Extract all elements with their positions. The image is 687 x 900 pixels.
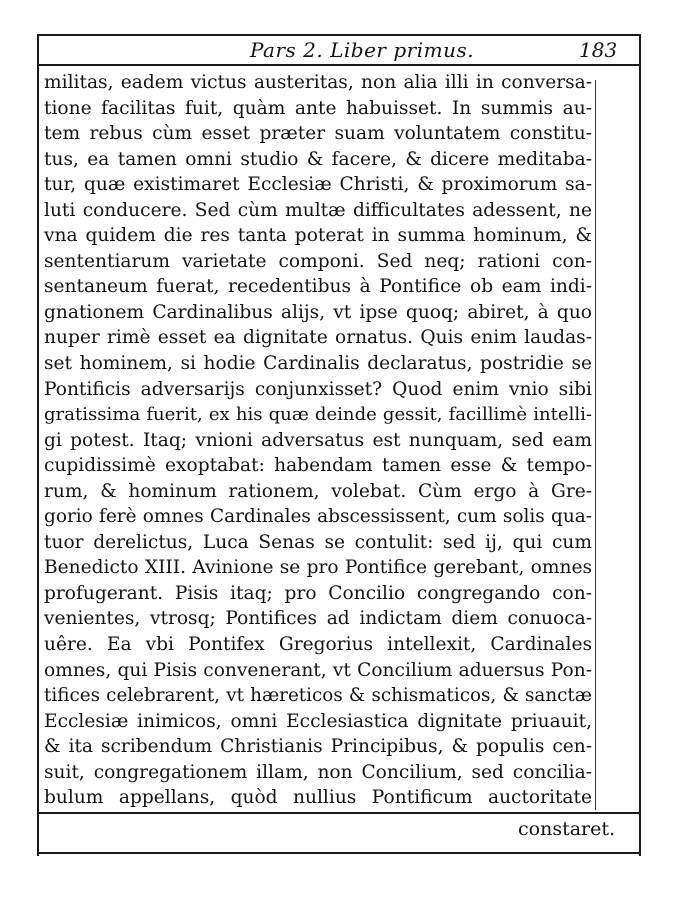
left-rule — [37, 34, 39, 856]
text-bottom-rule — [37, 812, 641, 814]
text-line: cupidissimè exoptabat: habendam tamen esse & tempo- — [44, 455, 592, 477]
text-line: sententiarum varietate componi. Sed neq; rationi con- — [44, 250, 592, 272]
text-line: set hominem, si hodie Cardinalis declaratus, postridie se — [44, 353, 592, 375]
text-line: Benedicto XIII. Avinione se pro Pontifice gerebant, omnes — [44, 557, 592, 579]
text-line: bulum appellans, quòd nullius Pontificum auctoritate — [44, 787, 592, 809]
text-line: gratissima fuerit, ex his quæ deinde gessit, facillimè intelli- — [44, 404, 592, 426]
text-line: profugerant. Pisis itaq; pro Concilio congregando con- — [44, 582, 592, 604]
bottom-rule — [37, 852, 641, 854]
text-line: rum, & hominum rationem, volebat. Cùm ergo à Gre- — [44, 480, 592, 502]
text-line: militas, eadem victus austeritas, non alia illi in conversa- — [44, 72, 592, 93]
running-head: Pars 2. Liber primus. — [250, 38, 475, 62]
text-line: uêre. Ea vbi Pontifex Gregorius intellexit, Cardinales — [44, 634, 592, 656]
header-rule — [37, 64, 641, 66]
text-line: tur, quæ existimaret Ecclesiæ Christi, & proximorum sa- — [44, 174, 592, 196]
text-line: & ita scribendum Christianis Principibus, & populis cen- — [44, 736, 592, 758]
right-rule — [639, 34, 641, 856]
text-line: tione facilitas fuit, quàm ante habuisset. In summis au- — [44, 97, 592, 119]
text-line: luti conducere. Sed cùm multæ difficultates adessent, ne — [44, 199, 592, 221]
top-rule — [37, 34, 641, 36]
text-line: gnationem Cardinalibus alijs, vt ipse quoq; abiret, à quo — [44, 301, 592, 323]
page-number: 183 — [579, 38, 618, 62]
text-line: suit, congregationem illam, non Concilium, sed concilia- — [44, 761, 592, 783]
text-line: venientes, vtrosq; Pontifices ad indictam diem conuoca- — [44, 608, 592, 630]
text-line: nuper rimè esset ea dignitate ornatus. Quis enim laudas- — [44, 327, 592, 349]
text-line: gorio ferè omnes Cardinales abscessissent, cum solis qua- — [44, 506, 592, 528]
text-line: omnes, qui Pisis convenerant, vt Concilium aduersus Pon- — [44, 659, 592, 681]
text-line: Pontificis adversarijs conjunxisset? Quod enim vnio sibi — [44, 378, 592, 400]
text-line: tus, ea tamen omni studio & facere, & dicere meditaba- — [44, 148, 592, 170]
text-line: sentaneum fuerat, recedentibus à Pontifice ob eam indi- — [44, 276, 592, 298]
text-line: vna quidem die res tanta poterat in summa hominum, & — [44, 225, 592, 247]
body-text — [44, 70, 592, 811]
text-column-right-rule — [595, 80, 596, 810]
text-line: tuor derelictus, Luca Senas se contulit: sed ij, qui cum — [44, 531, 592, 553]
catchword: constaret. — [518, 818, 616, 840]
text-line: tem rebus cùm esset præter suam voluntatem constitu- — [44, 123, 592, 145]
text-line: Ecclesiæ inimicos, omni Ecclesiastica dignitate priuauit, — [44, 710, 592, 732]
text-line: gi potest. Itaq; vnioni adversatus est nunquam, sed eam — [44, 429, 592, 451]
text-line: tifices celebrarent, vt hæreticos & schismaticos, & sanctæ — [44, 685, 592, 707]
